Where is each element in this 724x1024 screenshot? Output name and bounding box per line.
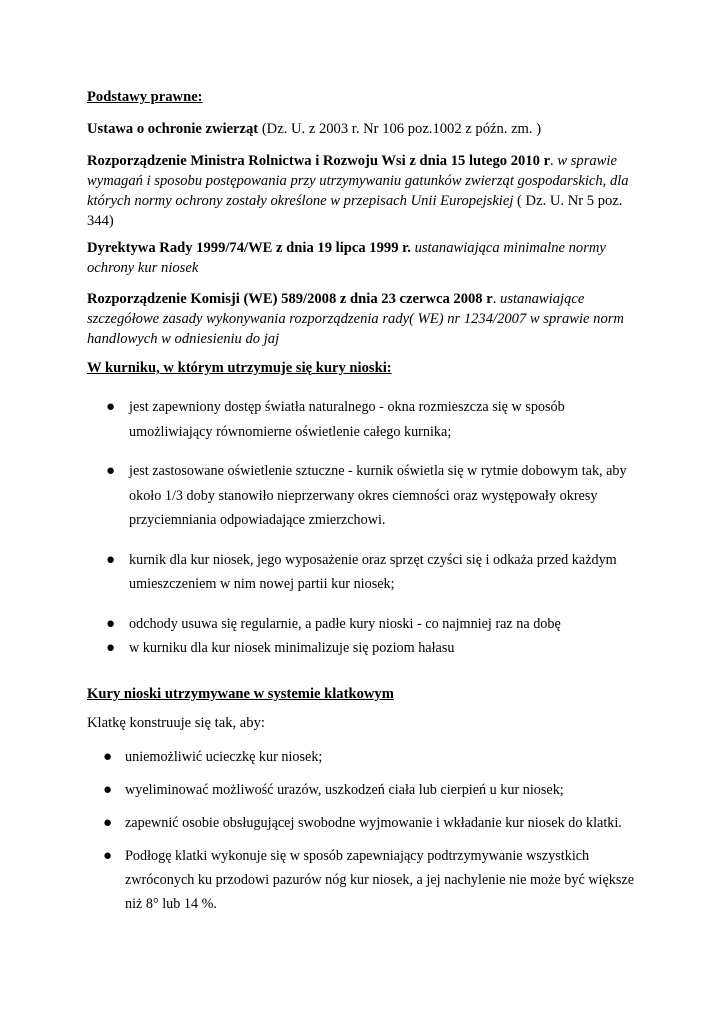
list-item: ● odchody usuwa się regularnie, a padłe kury nioski - co najmniej raz na dobę	[129, 612, 649, 637]
legal-act-2	[87, 151, 642, 231]
legal-act-1	[87, 119, 642, 139]
bullet-icon: ●	[106, 399, 116, 415]
legal-act-2-sep: .	[550, 153, 558, 169]
legal-act-3-desc: ustanawiająca minimalne normy ochrony kur niosek	[87, 240, 606, 276]
bullet-icon: ●	[103, 749, 113, 765]
bullet-icon: ●	[103, 848, 113, 864]
list-item: ● zapewnić osobie obsługującej swobodne wyjmowanie i wkładanie kur niosek do klatki.	[125, 811, 645, 835]
list-item: ● kurnik dla kur niosek, jego wyposażenie oraz sprzęt czyści się i odkaża przed każdym umieszczeniem w nim nowej partii kur niosek;	[129, 548, 649, 597]
legal-act-1-ref: (Dz. U. z 2003 r. Nr 106 poz.1002 z późn. zm. )	[258, 121, 542, 137]
cage-heading: Kury nioski utrzymywane w systemie klatkowym	[87, 686, 394, 702]
legal-act-3	[87, 238, 642, 278]
bullet-icon: ●	[106, 640, 116, 656]
bullet-icon: ●	[106, 463, 116, 479]
legal-act-4	[87, 289, 642, 349]
bullet-icon: ●	[106, 551, 116, 568]
coop-list	[106, 395, 649, 661]
cage-list	[103, 745, 645, 916]
coop-heading: W kurniku, w którym utrzymuje się kury nioski:	[87, 360, 392, 376]
legal-act-4-title: Rozporządzenie Komisji (WE) 589/2008 z dnia 23 czerwca 2008 r	[87, 291, 493, 307]
legal-act-2-desc: w sprawie wymagań i sposobu postępowania przy utrzymywaniu gatunków zwierząt gospodarskich, dla których normy ochrony zostały określone w przepisach Unii Europejskiej	[87, 153, 629, 209]
legal-act-2-ref: ( Dz. U. Nr 5 poz. 344)	[87, 193, 623, 229]
list-item: ● jest zastosowane oświetlenie sztuczne - kurnik oświetla się w rytmie dobowym tak, aby około 1/3 doby stanowiło nieprzerwany okres ciemności oraz występowały okresy przyciemniania odpowiadające zmierzchowi.	[129, 459, 649, 533]
legal-act-3-title: Dyrektywa Rady 1999/74/WE z dnia 19 lipca 1999 r.	[87, 240, 411, 256]
list-item: ● Podłogę klatki wykonuje się w sposób zapewniający podtrzymywanie wszystkich zwróconych ku przodowi pazurów nóg kur niosek, a jej nachylenie nie może być większe niż 8° lub 14 %.	[125, 844, 645, 916]
bullet-icon: ●	[106, 615, 116, 632]
bullet-icon: ●	[103, 815, 113, 831]
cage-intro: Klatkę konstruuje się tak, aby:	[87, 715, 265, 731]
legal-act-2-title: Rozporządzenie Ministra Rolnictwa i Rozwoju Wsi z dnia 15 lutego 2010 r	[87, 153, 551, 169]
legal-act-1-title: Ustawa o ochronie zwierząt	[87, 121, 259, 137]
legal-act-4-desc: ustanawiające szczegółowe zasady wykonywania rozporządzenia rady( WE) nr 1234/2007 w sprawie norm handlowych w odniesieniu do jaj	[87, 291, 624, 347]
bullet-icon: ●	[103, 782, 113, 798]
legal-heading: Podstawy prawne:	[87, 89, 203, 105]
legal-act-4-sep: .	[492, 291, 501, 307]
list-item: ● w kurniku dla kur niosek minimalizuje się poziom hałasu	[129, 636, 649, 661]
list-item: ● wyeliminować możliwość urazów, uszkodzeń ciała lub cierpień u kur niosek;	[125, 778, 645, 802]
list-item: ● uniemożliwić ucieczkę kur niosek;	[125, 745, 645, 769]
list-item: ● jest zapewniony dostęp światła naturalnego - okna rozmieszcza się w sposób umożliwiający równomierne oświetlenie całego kurnika;	[129, 395, 649, 444]
